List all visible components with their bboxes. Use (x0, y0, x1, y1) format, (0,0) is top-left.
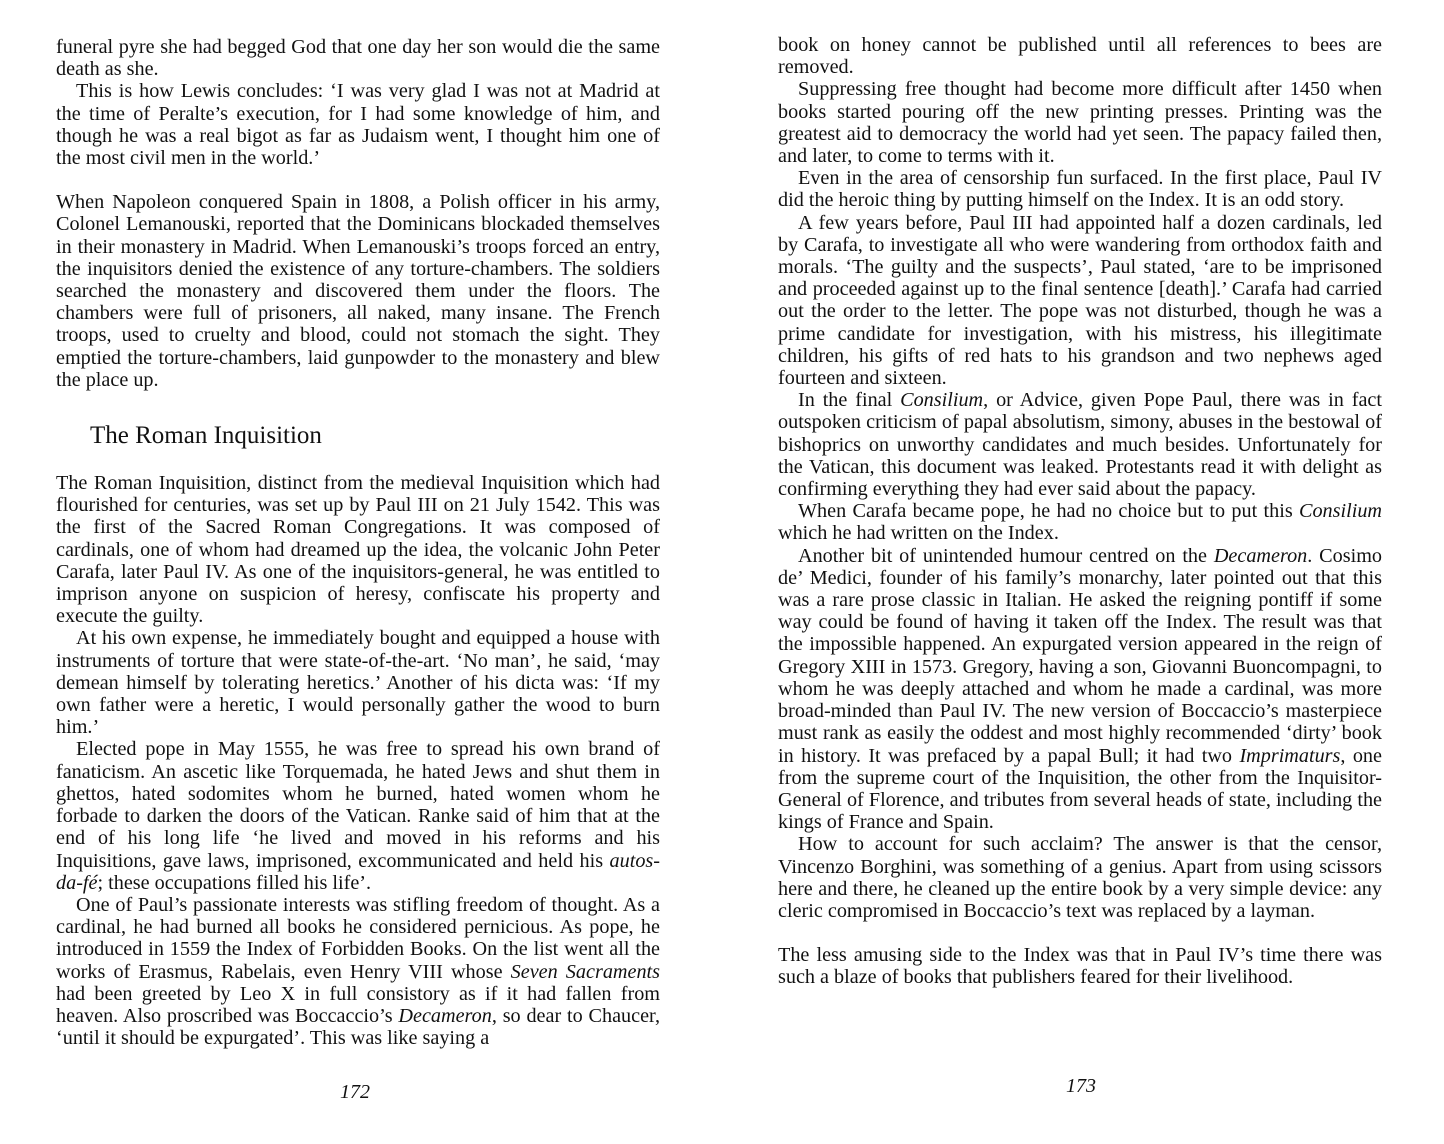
text-run: In the final (798, 389, 901, 412)
italic-text: Imprimaturs (1239, 744, 1341, 767)
paragraph (56, 894, 660, 1049)
text-run: Elected pope in May 1555, he was free to spread his own brand of fanaticism. An ascetic like Torquemada, he hated Jews and shut them in ghettos, hated sodomites whom he burned, hated women whom he forbade to darken the doors of the Vatican. Ranke said of him that at the end of his long life ‘he lived and moved in his reforms and his Inquisitions, gave laws, imprisoned, excommunicated and held his (56, 738, 660, 872)
paragraph (56, 738, 660, 893)
text-run: which he had written on the Index. (778, 522, 1059, 545)
section-heading: The Roman Inquisition (90, 422, 322, 450)
paragraph: The less amusing side to the Index was that in Paul IV’s time there was such a blaze of books that publishers feared for their livelihood. (778, 944, 1382, 989)
paragraph: Even in the area of censorship fun surfaced. In the first place, Paul IV did the heroic thing by putting himself on the Index. It is an odd story. (778, 167, 1382, 212)
text-run: . Cosimo de’ Medici, founder of his family’s monarchy, later pointed out that this was a rare prose classic in Italian. He asked the reigning pontiff if some way could be found of having it taken off the Index. The result was that the impossible happened. An expurgated version appeared in the reign of Gregory XIII in 1573. Gregory, having a son, Giovanni Buoncompagni, to whom he was deeply attached and whom he made a cardinal, was more broad-minded than Paul IV. The new version of Boccaccio’s masterpiece must rank as easily the oddest and most highly recommended ‘dirty’ book in history. It was prefaced by a papal Bull; it had two (778, 544, 1382, 767)
text-run: , so dear to Chaucer, ‘until it should be expurgated’. This was like saying a (56, 1004, 661, 1050)
paragraph: The Roman Inquisition, distinct from the medieval Inquisition which had flourished for centuries, was set up by Paul III on 21 July 1542. This was the first of the Sacred Roman Congregations. It was composed of cardinals, one of whom had dreamed up the idea, the volcanic John Peter Carafa, later Paul IV. As one of the inquisitors-general, he was entitled to imprison anyone on suspicion of heresy, confiscate his property and execute the guilty. (56, 472, 660, 628)
paragraph: How to account for such acclaim? The answer is that the censor, Vincenzo Borghini, was something of a genius. Apart from using scissors here and there, he cleaned up the entire book by a very simple device: any cleric compromised in Boccaccio’s text was replaced by a layman. (778, 833, 1382, 922)
paragraph: A few years before, Paul III had appointed half a dozen cardinals, led by Carafa, to investigate all who were wandering from orthodox faith and morals. ‘The guilty and the suspects’, Paul stated, ‘are to be imprisoned and proceeded against up to the final sentence [death].’ Carafa had carried out the order to the letter. The pope was not disturbed, though he was a prime candidate for investigation, with his mistress, his illegitimate children, his gifts of red hats to his grandson and two nephews aged fourteen and sixteen. (778, 211, 1382, 390)
right-page-text (778, 34, 1382, 989)
paragraph (778, 545, 1382, 834)
page-number: 173 (1066, 1075, 1096, 1097)
paragraph: Suppressing free thought had become more difficult after 1450 when books started pouring off the new printing presses. Printing was the greatest aid to democracy the world had yet seen. The papacy failed then, and later, to come to terms with it. (778, 78, 1382, 168)
italic-text: Consilium (1298, 500, 1382, 523)
text-run: One of Paul’s passionate interests was stifling freedom of thought. As a cardinal, he had burned all books he considered pernicious. As pope, he introduced in 1559 the Index of Forbidden Books. On the list went all the works of Erasmus, Rabelais, even Henry VIII whose (56, 893, 660, 983)
text-run: When Carafa became pope, he had no choice but to put this (798, 500, 1299, 523)
text-run: ; these occupations filled his life’. (97, 871, 372, 894)
italic-text: autos-da-fé (56, 849, 660, 894)
paragraph (778, 500, 1382, 544)
paragraph: When Napoleon conquered Spain in 1808, a Polish officer in his army, Colonel Lemanouski, reported that the Dominicans blockaded themselves in their monastery in Madrid. When Lemanouski’s troops forced an entry, the inquisitors denied the existence of any torture-chambers. The soldiers searched the monastery and discovered them under the floors. The chambers were full of prisoners, all naked, many insane. The French troops, used to cruelty and blood, could not stomach the sight. They emptied the torture-chambers, laid gunpowder to the monastery and blew the place up. (56, 191, 660, 391)
text-run: Another bit of unintended humour centred on the (798, 544, 1214, 567)
page-number: 172 (340, 1081, 370, 1103)
paragraph: At his own expense, he immediately bought and equipped a house with instruments of torture that were state-of-the-art. ‘No man’, he said, ‘may demean himself by tolerating heretics.’ Another of his dicta was: ‘If my own father were a heretic, I would personally gather the wood to burn him.’ (56, 627, 660, 739)
paragraph (778, 389, 1382, 500)
left-page-text (56, 36, 660, 1049)
italic-text: Decameron (1213, 544, 1308, 567)
paragraph: funeral pyre she had begged God that one day her son would die the same death as she. (56, 36, 660, 81)
italic-text: Consilium (900, 389, 984, 412)
paragraph: This is how Lewis concludes: ‘I was very glad I was not at Madrid at the time of Peralte’s execution, for I had some knowledge of him, and though he was a real bigot as far as Judaism went, I thought him one of the most civil men in the world.’ (56, 80, 660, 170)
italic-text: Decameron (398, 1004, 492, 1027)
right-page (778, 34, 1382, 989)
text-run: , one from the supreme court of the Inquisition, the other from the Inquisitor-General of Florence, and tributes from several heads of state, including the kings of France and Spain. (778, 744, 1382, 834)
paragraph: book on honey cannot be published until all references to bees are removed. (778, 34, 1382, 79)
left-page (56, 36, 660, 1049)
italic-text: Seven Sacraments (510, 960, 661, 983)
text-run: , or Advice, given Pope Paul, there was in fact outspoken criticism of papal absolutism, simony, abuses in the bestowal of bishoprics on unworthy candidates and much besides. Unfortunately for the Vatican, this document was leaked. Protestants read it with delight as confirming everything they had ever said about the papacy. (778, 389, 1382, 501)
text-run: had been greeted by Leo X in full consistory as if it had fallen from heaven. Also proscribed was Boccaccio’s (56, 982, 660, 1027)
